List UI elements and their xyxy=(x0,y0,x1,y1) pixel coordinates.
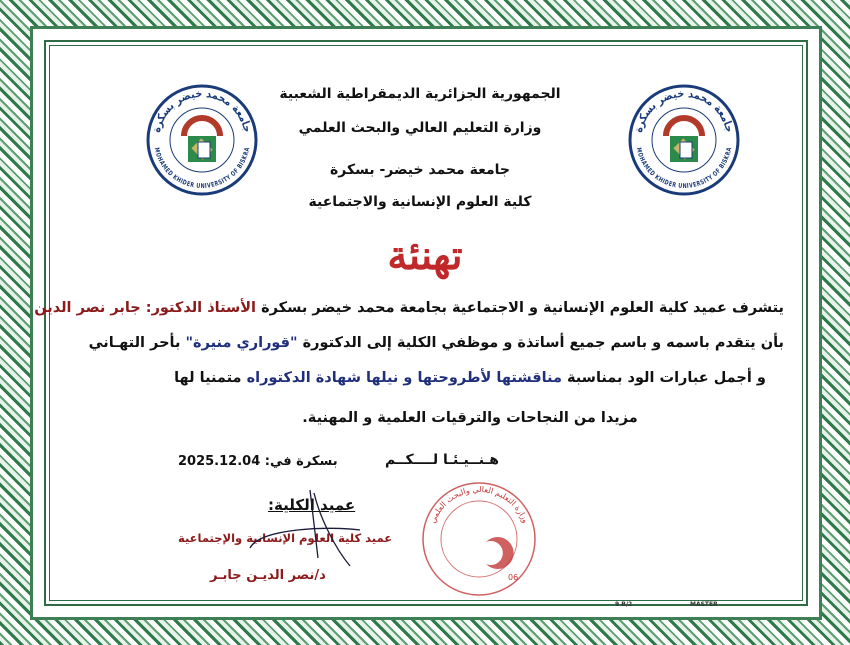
body-line-4: مزيدا من النجاحات والترقيات العلمية و المهنية. xyxy=(302,410,638,426)
print-brand: MASTER xyxy=(690,601,718,608)
print-code: 9 B/2 xyxy=(615,601,633,608)
stamp-text: وزارة التعليم العالي والبحث العلمي xyxy=(428,484,530,525)
place-date: بسكرة في: 2025.12.04 xyxy=(178,454,338,469)
logo-arabic-text: جامعة محمد خيضر بسكرة xyxy=(631,86,737,135)
body-line-1: يتشرف عميد كلية العلوم الإنسانية و الاجتماعية بجامعة محمد خيضر بسكرة الأستاذ الدكتور: جابر نصر الدين xyxy=(34,300,784,316)
dean-name: د/نصر الديـن جابـر xyxy=(210,568,326,583)
logo-english-text: MOHAMED KHIDER UNIVERSITY OF BISKRA xyxy=(634,145,734,191)
signature xyxy=(240,488,370,568)
header-republic: الجمهورية الجزائرية الديمقراطية الشعبية xyxy=(279,86,561,102)
header-faculty: كلية العلوم الإنسانية والاجتماعية xyxy=(308,194,532,210)
dean-title: عميد كلية العلوم الإنسانية والإجتماعية xyxy=(178,531,393,545)
body-line-2: بأن يتقدم باسمه و باسم جميع أساتذة و موظفي الكلية إلى الدكتورة "قوراري منيرة" بأحر التهـاني xyxy=(88,335,784,351)
stamp-number: 06 xyxy=(508,573,519,582)
logo-english-text: MOHAMED KHIDER UNIVERSITY OF BISKRA xyxy=(152,145,252,191)
congratulations-text: هـنــيـئـا لــــكــم xyxy=(385,452,499,468)
header-university: جامعة محمد خيضر- بسكرة xyxy=(330,162,510,178)
body-line-3: و أجمل عبارات الود بمناسبة مناقشتها لأطروحتها و نيلها شهادة الدكتوراه متمنيا لها xyxy=(174,370,766,386)
logo-arabic-text: جامعة محمد خيضر بسكرة xyxy=(149,86,255,135)
dean-label: عميد الكلية: xyxy=(268,496,356,514)
header-ministry: وزارة التعليم العالي والبحث العلمي xyxy=(298,120,542,136)
official-stamp xyxy=(420,480,538,598)
certificate-title: تهنئة xyxy=(387,232,463,279)
svg-text:وزارة التعليم العالي والبحث ال xyxy=(428,485,530,525)
